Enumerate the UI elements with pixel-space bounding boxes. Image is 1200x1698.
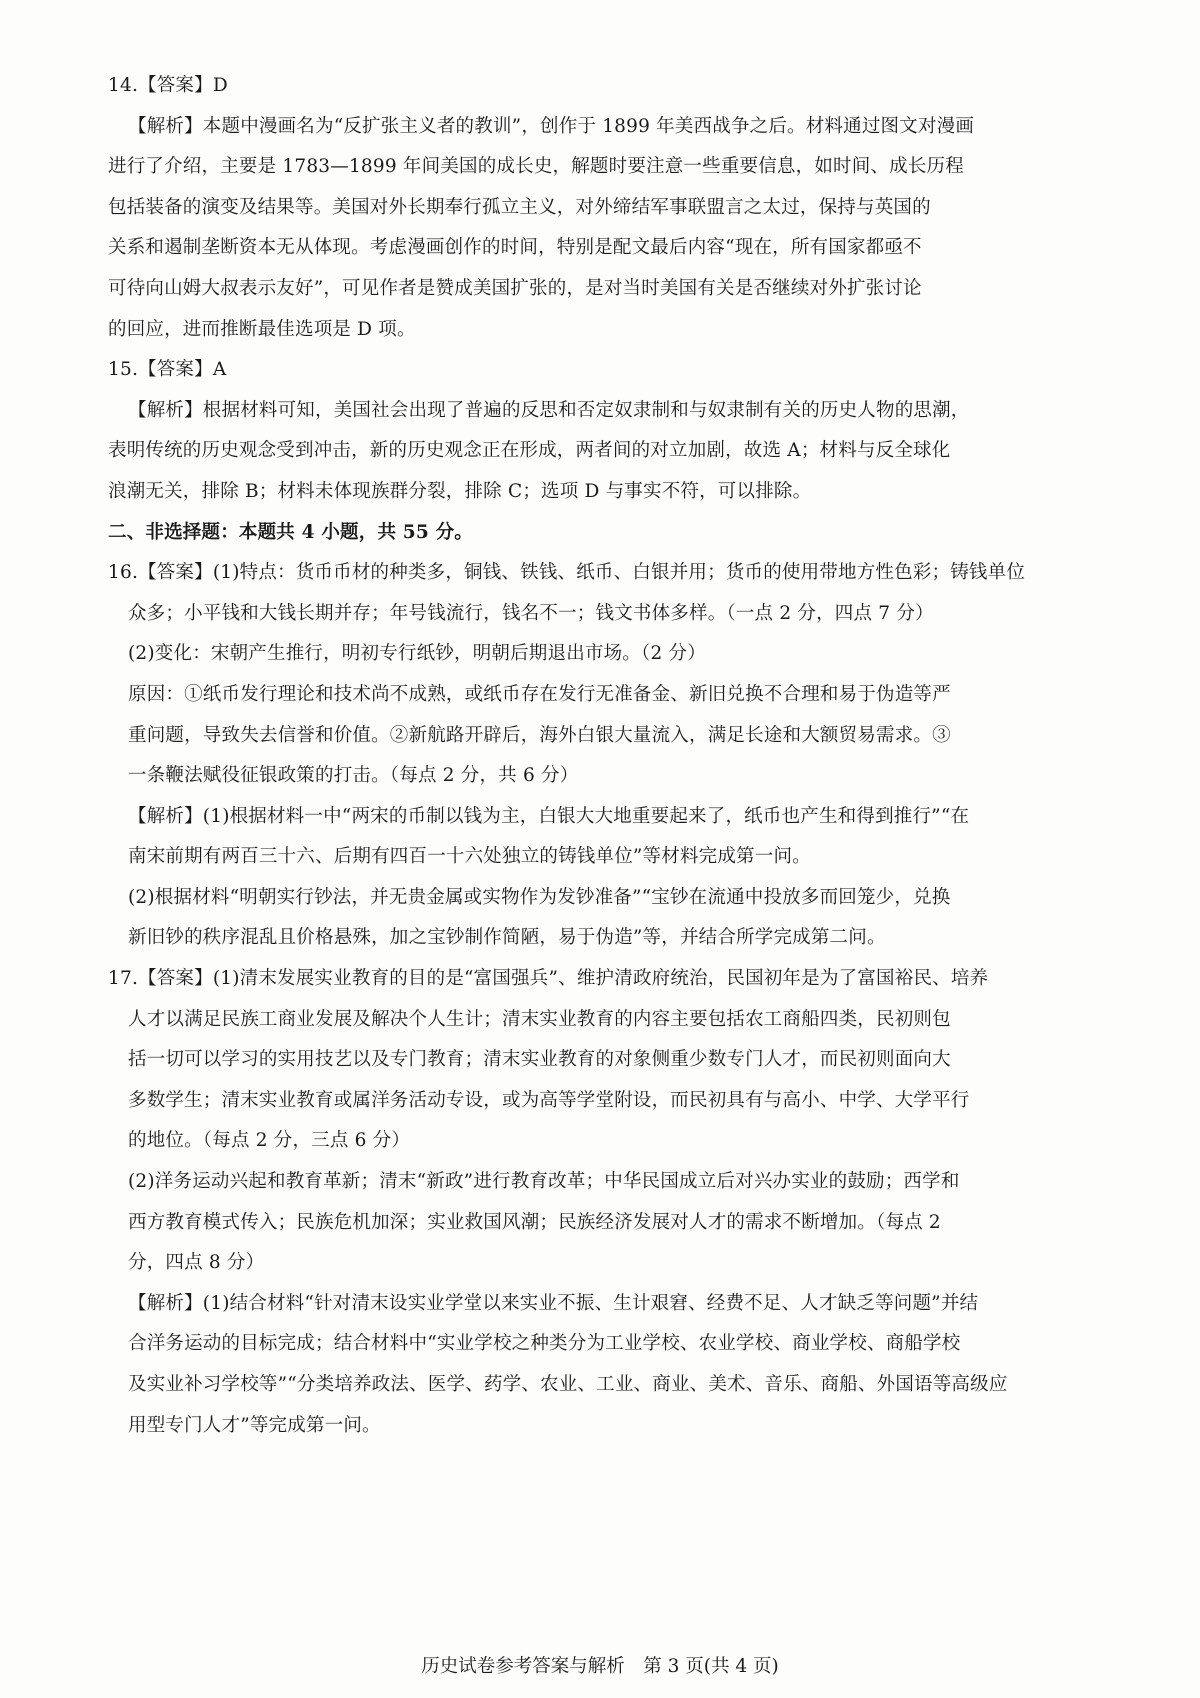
q17-answer-line: 的地位。（每点 2 分，三点 6 分） [128,1130,411,1152]
q16-analysis-line: 南宋前期有两百三十六、后期有四百一十六处独立的铸钱单位”等材料完成第一问。 [128,846,811,868]
q17-analysis-line: 用型专门人才”等完成第一问。 [128,1414,381,1436]
q17-answer-line: 17.【答案】(1)清末发展实业教育的目的是“富国强兵”、维护清政府统治，民国初年是为了富国裕民、培养 [108,968,989,990]
q14-answer: 14.【答案】D [108,75,228,96]
q17-analysis-line: 合洋务运动的目标完成；结合材料中“实业学校之种类分为工业学校、农业学校、商业学校、商船学校 [128,1333,961,1355]
q17-answer-line: (2)洋务运动兴起和教育革新；清末“新政”进行教育改革；中华民国成立后对兴办实业的鼓励；西学和 [128,1171,960,1193]
q16-answer-line: (2)变化：宋朝产生推行，明初专行纸钞，明朝后期退出市场。（2 分） [128,643,706,665]
q14-analysis-line: 可待向山姆大叔表示友好”，可见作者是赞成美国扩张的，是对当时美国有关是否继续对外扩张讨论 [108,277,922,299]
q14-analysis-line: 【解析】本题中漫画名为“反扩张主义者的教训”，创作于 1899 年美西战争之后。材料通过图文对漫画 [128,115,975,137]
q17-answer-line: 分，四点 8 分） [128,1252,265,1274]
answer-text-body [108,66,1108,1446]
q16-answer-line: 16.【答案】(1)特点：货币币材的种类多，铜钱、铁钱、纸币、白银并用；货币的使用带地方性色彩；铸钱单位 [108,562,1026,584]
q16-analysis-line: 新旧钞的秩序混乱且价格悬殊，加之宝钞制作简陋，易于伪造”等，并结合所学完成第二问。 [128,927,886,949]
section-heading: 二、非选择题：本题共 4 小题，共 55 分。 [108,521,473,543]
q16-answer-line: 重问题，导致失去信誉和价值。②新航路开辟后，海外白银大量流入，满足长途和大额贸易需求。③ [128,724,951,746]
q17-answer-line: 西方教育模式传入；民族危机加深；实业救国风潮；民族经济发展对人才的需求不断增加。（每点 2 [128,1211,941,1233]
q14-analysis-line: 包括装备的演变及结果等。美国对外长期奉行孤立主义，对外缔结军事联盟言之太过，保持与英国的 [108,196,931,218]
q17-answer-line: 多数学生；清末实业教育或属洋务活动专设，或为高等学堂附设，而民初具有与高小、中学、大学平行 [128,1089,970,1111]
q16-answer-line: 一条鞭法赋役征银政策的打击。（每点 2 分，共 6 分） [128,765,579,787]
q17-analysis-line: 及实业补习学校等”“分类培养政法、医学、药学、农业、工业、商业、美术、音乐、商船、外国语等高级应 [128,1374,1008,1395]
q17-analysis-line: 【解析】(1)结合材料“针对清末设实业学堂以来实业不振、生计艰窘、经费不足、人才缺乏等问题”并结 [128,1292,979,1314]
q14-analysis-line: 进行了介绍，主要是 1783—1899 年间美国的成长史，解题时要注意一些重要信息，如时间、成长历程 [108,156,964,178]
q17-answer-line: 括一切可以学习的实用技艺以及专门教育；清末实业教育的对象侧重少数专门人才，而民初则面向大 [128,1049,951,1071]
q14-analysis-line: 的回应，进而推断最佳选项是 D 项。 [108,318,416,340]
q15-analysis-line: 【解析】根据材料可知，美国社会出现了普遍的反思和否定奴隶制和与奴隶制有关的历史人物的思潮， [128,399,970,421]
q16-analysis-line: 【解析】(1)根据材料一中“两宋的币制以钱为主，白银大大地重要起来了，纸币也产生和得到推行”“在 [128,805,970,827]
q17-answer-line: 人才以满足民族工商业发展及解决个人生计；清末实业教育的内容主要包括农工商船四类，民初则包 [128,1008,951,1030]
page-footer: 历史试卷参考答案与解析 第 3 页(共 4 页) [421,1656,779,1677]
q16-answer-line: 众多；小平钱和大钱长期并存；年号钱流行，钱名不一；钱文书体多样。（一点 2 分，四点 7 分） [128,602,934,624]
q15-answer: 15.【答案】A [108,359,227,381]
q14-analysis-line: 关系和遏制垄断资本无从体现。考虑漫画创作的时间，特别是配文最后内容“现在，所有国家都亟不 [108,237,922,259]
q15-analysis-line: 浪潮无关，排除 B；材料未体现族群分裂，排除 C；选项 D 与事实不符，可以排除。 [108,480,812,502]
q16-analysis-line: (2)根据材料“明朝实行钞法，并无贵金属或实物作为发钞准备”“宝钞在流通中投放多而回笼少，兑换 [128,886,951,908]
q16-answer-line: 原因：①纸币发行理论和技术尚不成熟，或纸币存在发行无准备金、新旧兑换不合理和易于伪造等严 [128,683,951,705]
q15-analysis-line: 表明传统的历史观念受到冲击，新的历史观念正在形成，两者间的对立加剧，故选 A；材料与反全球化 [108,440,951,462]
